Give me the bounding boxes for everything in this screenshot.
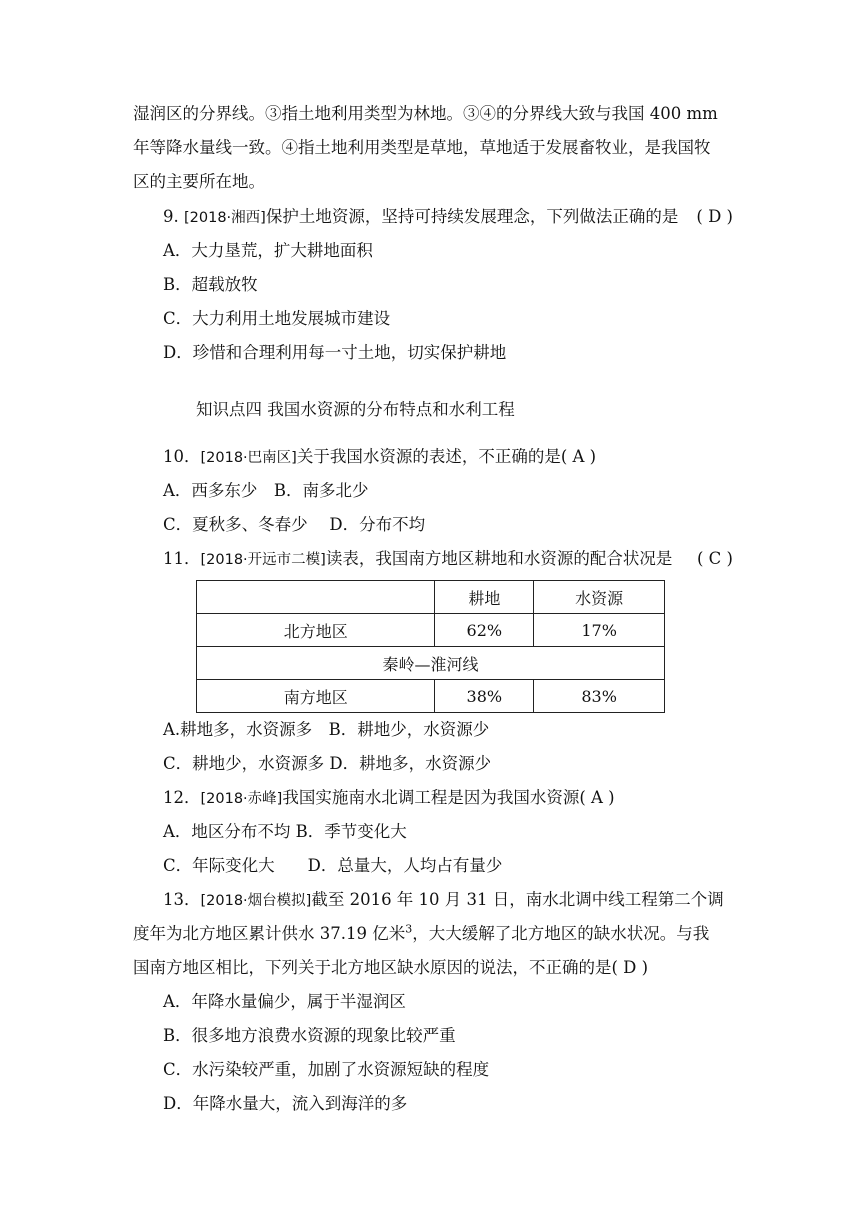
question-12-options-2: C．年际变化大 D．总量大，人均占有量少 [163,856,503,875]
table-header-row [197,581,665,614]
table-header-cell [197,581,435,614]
question-text: ，大大缓解了北方地区的缺水状况。与我 [412,924,710,943]
question-number: 12． [163,788,201,807]
question-13-option-c: C．水污染较严重，加剧了水资源短缺的程度 [163,1060,490,1079]
question-number: 13． [163,890,201,909]
table-cell: 38% [435,680,534,713]
intro-line-2: 年等降水量线一致。④指土地利用类型是草地，草地适于发展畜牧业，是我国牧 [133,138,711,157]
question-10-options-2: C．夏秋多、冬春少 D．分布不均 [163,515,426,534]
intro-line-1: 湿润区的分界线。③指土地利用类型为林地。③④的分界线大致与我国 400 mm [133,104,718,123]
question-13-line-3: 国南方地区相比，下列关于北方地区缺水原因的说法，不正确的是( D ) [133,958,649,977]
table-row [197,614,665,647]
table-cell: 北方地区 [197,614,435,647]
farmland-water-table [196,580,665,713]
question-9-option-b: B．超载放牧 [163,275,258,294]
table-header-cell: 耕地 [435,581,534,614]
question-9-stem [163,206,733,229]
question-9-option-a: A．大力垦荒，扩大耕地面积 [163,241,373,260]
question-12-stem [163,787,763,810]
question-13-stem [163,889,763,912]
question-answer: ( D ) [696,207,733,226]
table-divider-row [197,647,665,680]
question-source: [2018·开远市二模] [200,552,326,568]
question-9-option-c: C．大力利用土地发展城市建设 [163,309,391,328]
table-cell: 62% [435,614,534,647]
question-number: 10． [163,447,201,466]
intro-line-3: 区的主要所在地。 [133,172,265,191]
question-source: [2018·赤峰] [200,791,283,807]
question-text: 我国实施南水北调工程是因为我国水资源( A ) [282,788,615,807]
question-text: 保护土地资源，坚持可持续发展理念，下列做法正确的是 [265,207,679,226]
question-13-option-a: A．年降水量偏少，属于半湿润区 [163,992,406,1011]
question-13-option-d: D．年降水量大，流入到海洋的多 [163,1094,408,1113]
question-11-options-1: A.耕地多，水资源多 B．耕地少，水资源少 [163,720,490,739]
question-text: 度年为北方地区累计供水 37.19 亿米 [133,924,406,943]
table-header-cell: 水资源 [534,581,665,614]
table-cell: 17% [534,614,665,647]
question-text: 关于我国水资源的表述，不正确的是( A ) [296,447,597,466]
table-cell: 83% [534,680,665,713]
table-cell: 南方地区 [197,680,435,713]
question-13-line-2 [133,923,733,945]
question-10-stem [163,446,763,469]
question-source: [2018·巴南区] [200,450,297,466]
question-number: 11． [163,549,201,568]
question-text: 读表，我国南方地区耕地和水资源的配合状况是 [325,549,673,568]
question-source: [2018·湘西] [184,210,266,226]
question-source: [2018·烟台模拟] [200,893,312,909]
table-row [197,680,665,713]
question-10-options-1: A．西多东少 B．南多北少 [163,481,369,500]
question-text: 截至 2016 年 10 月 31 日，南水北调中线工程第二个调 [311,890,724,909]
question-12-options-1: A．地区分布不均 B．季节变化大 [163,822,407,841]
superscript: 3 [405,922,413,936]
question-13-option-b: B．很多地方浪费水资源的现象比较严重 [163,1026,456,1045]
section-heading: 知识点四 我国水资源的分布特点和水利工程 [196,400,515,419]
question-11-options-2: C．耕地少，水资源多 D．耕地多，水资源少 [163,754,492,773]
question-11-stem [163,548,733,571]
question-number: 9. [163,207,184,226]
question-answer: ( C ) [697,549,733,568]
question-9-option-d: D．珍惜和合理利用每一寸土地，切实保护耕地 [163,343,507,362]
table-divider-cell: 秦岭—淮河线 [197,647,665,680]
